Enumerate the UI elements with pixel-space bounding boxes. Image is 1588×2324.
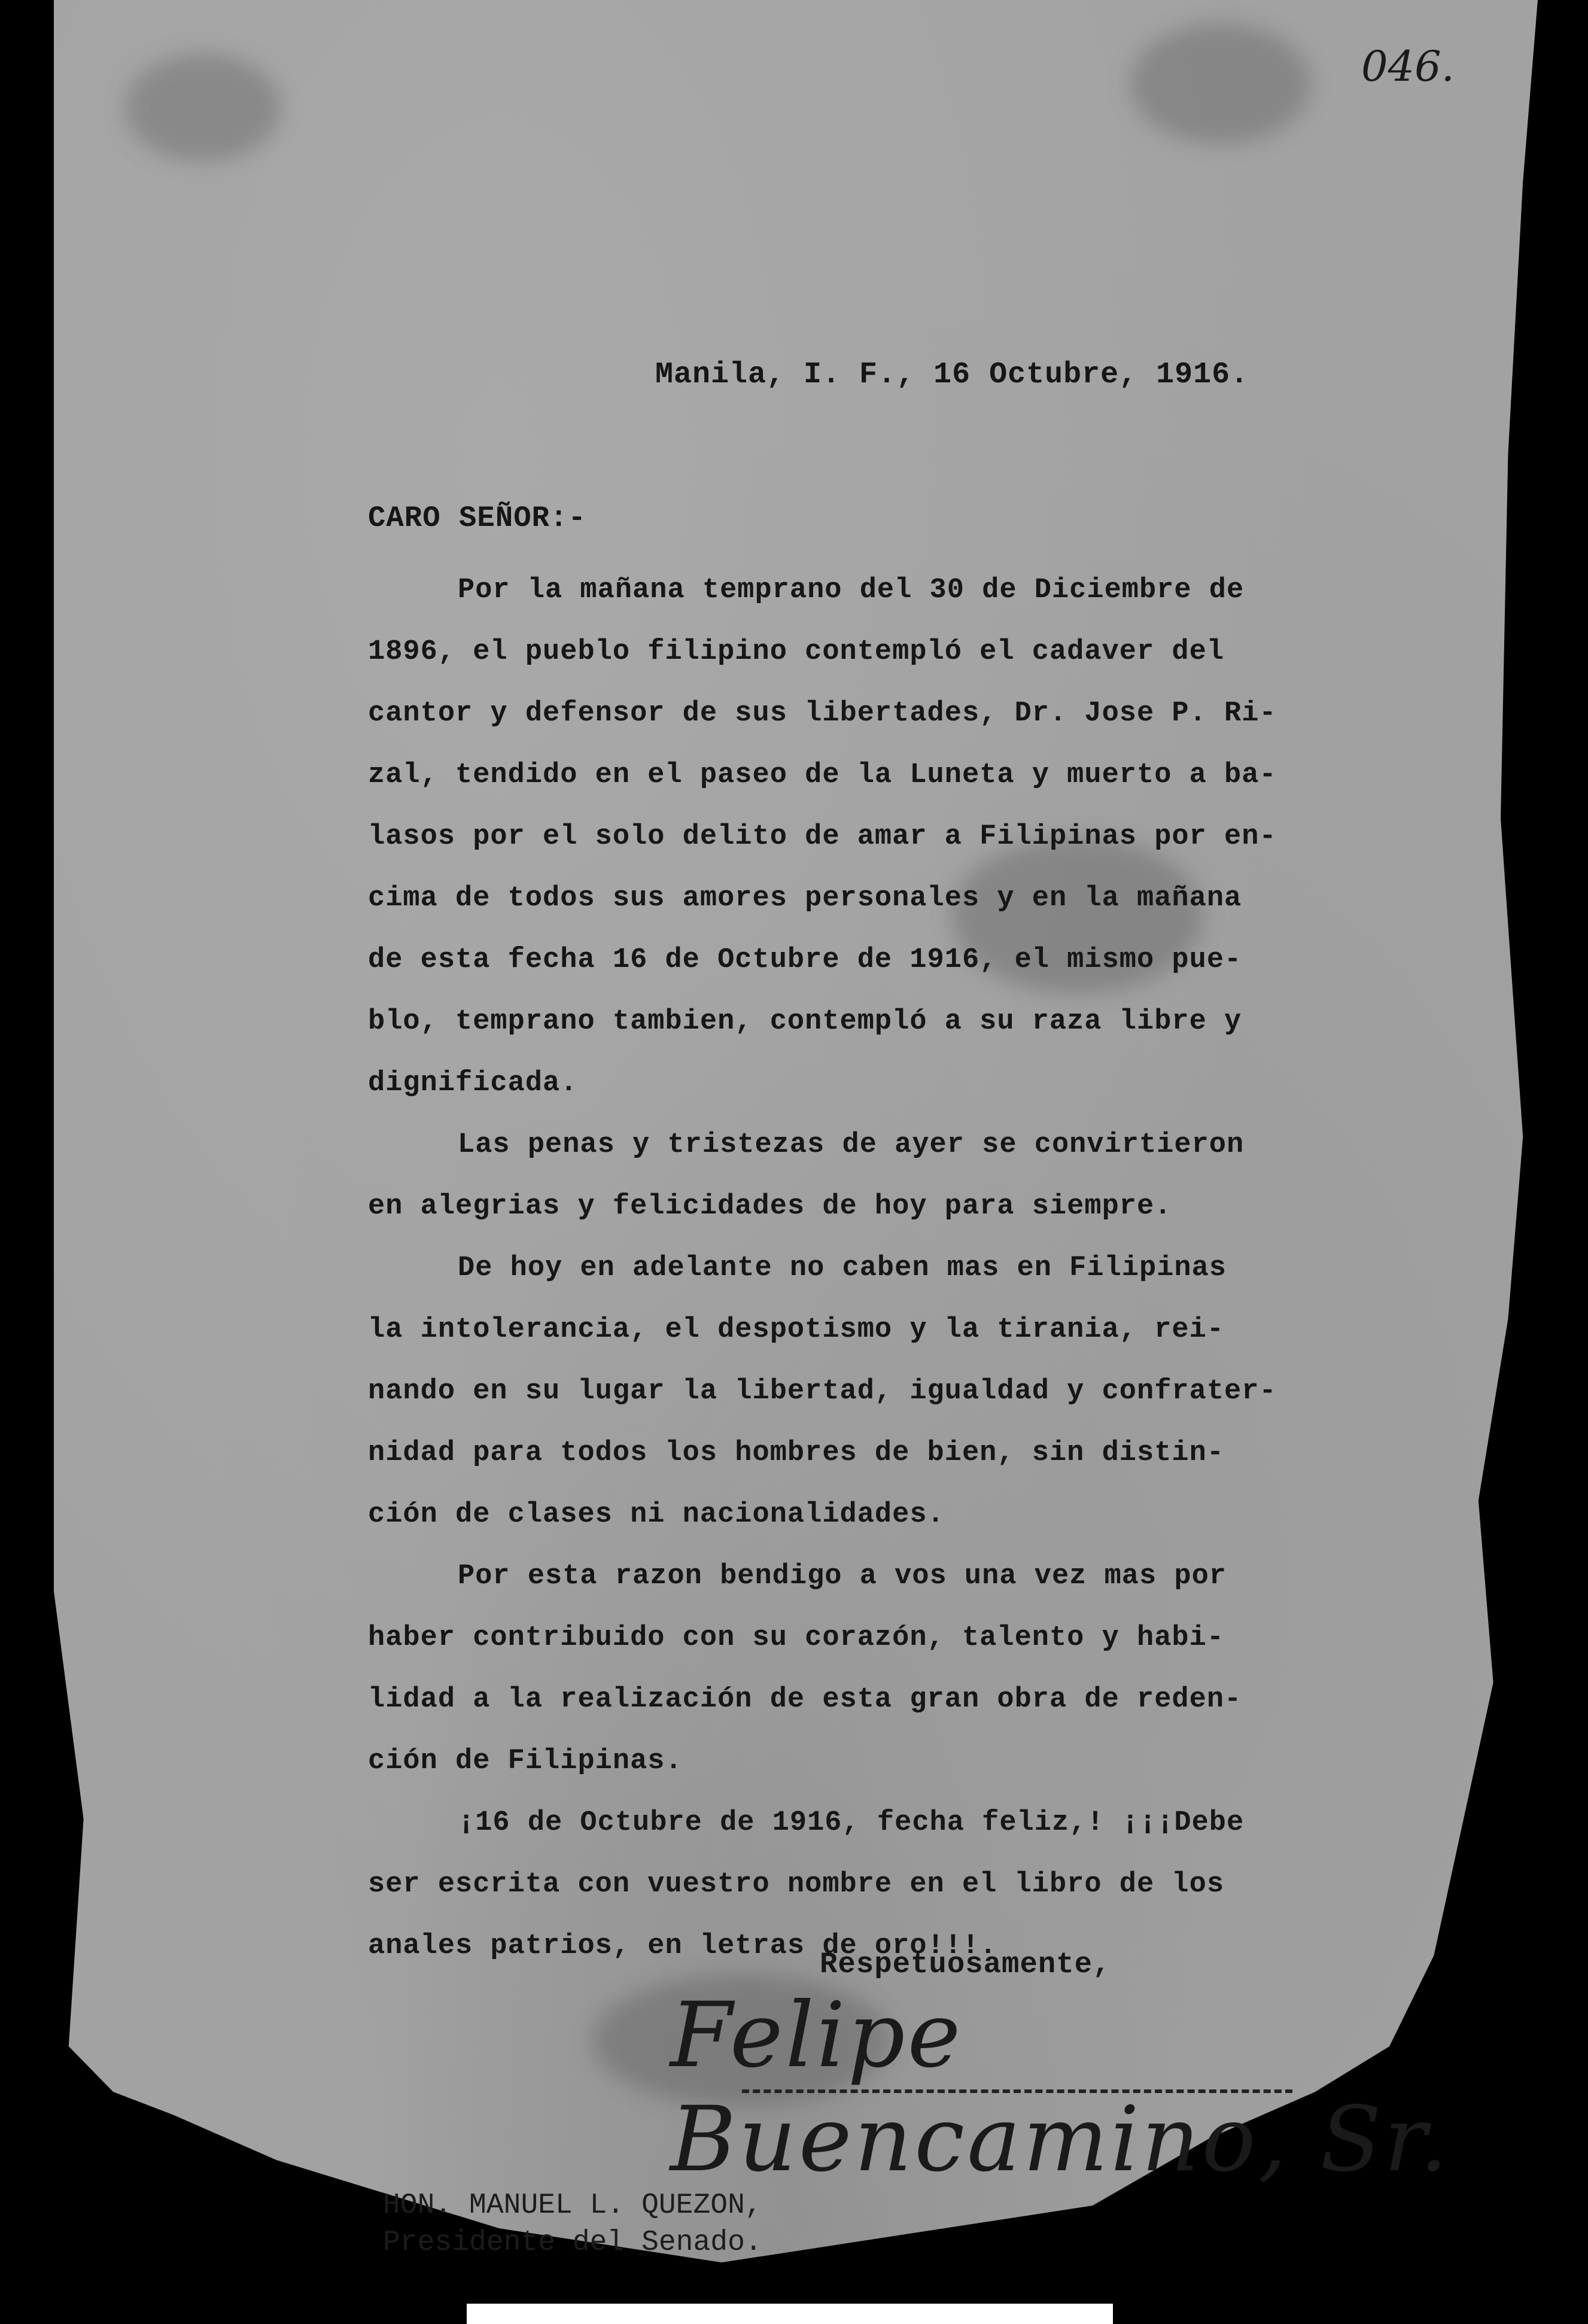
signature: Felipe Buencamino, Sr. (670, 1984, 1450, 2192)
body-line: haber contribuido con su corazón, talento y habi- (368, 1622, 1225, 1654)
body-line: ¡16 de Octubre de 1916, fecha feliz,! ¡¡¡Debe (458, 1807, 1245, 1839)
body-line: cantor y defensor de sus libertades, Dr. Jose P. Ri- (368, 698, 1277, 729)
body-line: 1896, el pueblo filipino contempló el cadaver del (368, 636, 1225, 668)
body-line: ción de Filipinas. (368, 1745, 683, 1777)
body-line: la intolerancia, el despotismo y la tirania, rei- (368, 1314, 1225, 1346)
closing: Respetuosamente, (820, 1948, 1111, 1981)
body-line: zal, tendido en el paseo de la Luneta y muerto a ba- (368, 759, 1277, 791)
letter-body (368, 559, 1301, 1977)
body-line: Las penas y tristezas de ayer se convirtieron (458, 1129, 1245, 1161)
body-line: nidad para todos los hombres de bien, sin distin- (368, 1437, 1225, 1469)
body-line: lasos por el solo delito de amar a Filipinas por en- (368, 821, 1277, 853)
date-line: Manila, I. F., 16 Octubre, 1916. (655, 358, 1249, 392)
body-line: lidad a la realización de esta gran obra de reden- (368, 1684, 1242, 1715)
archive-number: 046. (1361, 42, 1455, 91)
body-line: cima de todos sus amores personales y en la mañana (368, 883, 1242, 914)
body-line: de esta fecha 16 de Octubre de 1916, el mismo pue- (368, 944, 1242, 976)
paper-stain (126, 54, 281, 162)
body-line: ción de clases ni nacionalidades. (368, 1499, 945, 1531)
paper-stain (1131, 24, 1310, 144)
body-line: ser escrita con vuestro nombre en el libro de los (368, 1869, 1225, 1900)
salutation: CARO SEÑOR:- (368, 501, 586, 535)
body-line: nando en su lugar la libertad, igualdad y confrater- (368, 1376, 1277, 1407)
addressee-name: HON. MANUEL L. QUEZON, (383, 2189, 762, 2222)
addressee-title: Presidente del Senado. (383, 2226, 762, 2259)
body-line: blo, temprano tambien, contempló a su raza libre y (368, 1006, 1242, 1038)
addressee (383, 2187, 762, 2261)
body-line: Por la mañana temprano del 30 de Diciembre de (458, 574, 1245, 606)
body-line: dignificada. (368, 1067, 578, 1099)
body-line: anales patrios, en letras de oro!!!. (368, 1930, 997, 1962)
signature-rule (742, 2089, 1292, 2093)
scan-label-strip (467, 2304, 1113, 2324)
body-line: Por esta razon bendigo a vos una vez mas por (458, 1561, 1227, 1592)
body-line: De hoy en adelante no caben mas en Filipinas (458, 1252, 1227, 1284)
body-line: en alegrias y felicidades de hoy para siempre. (368, 1191, 1172, 1222)
